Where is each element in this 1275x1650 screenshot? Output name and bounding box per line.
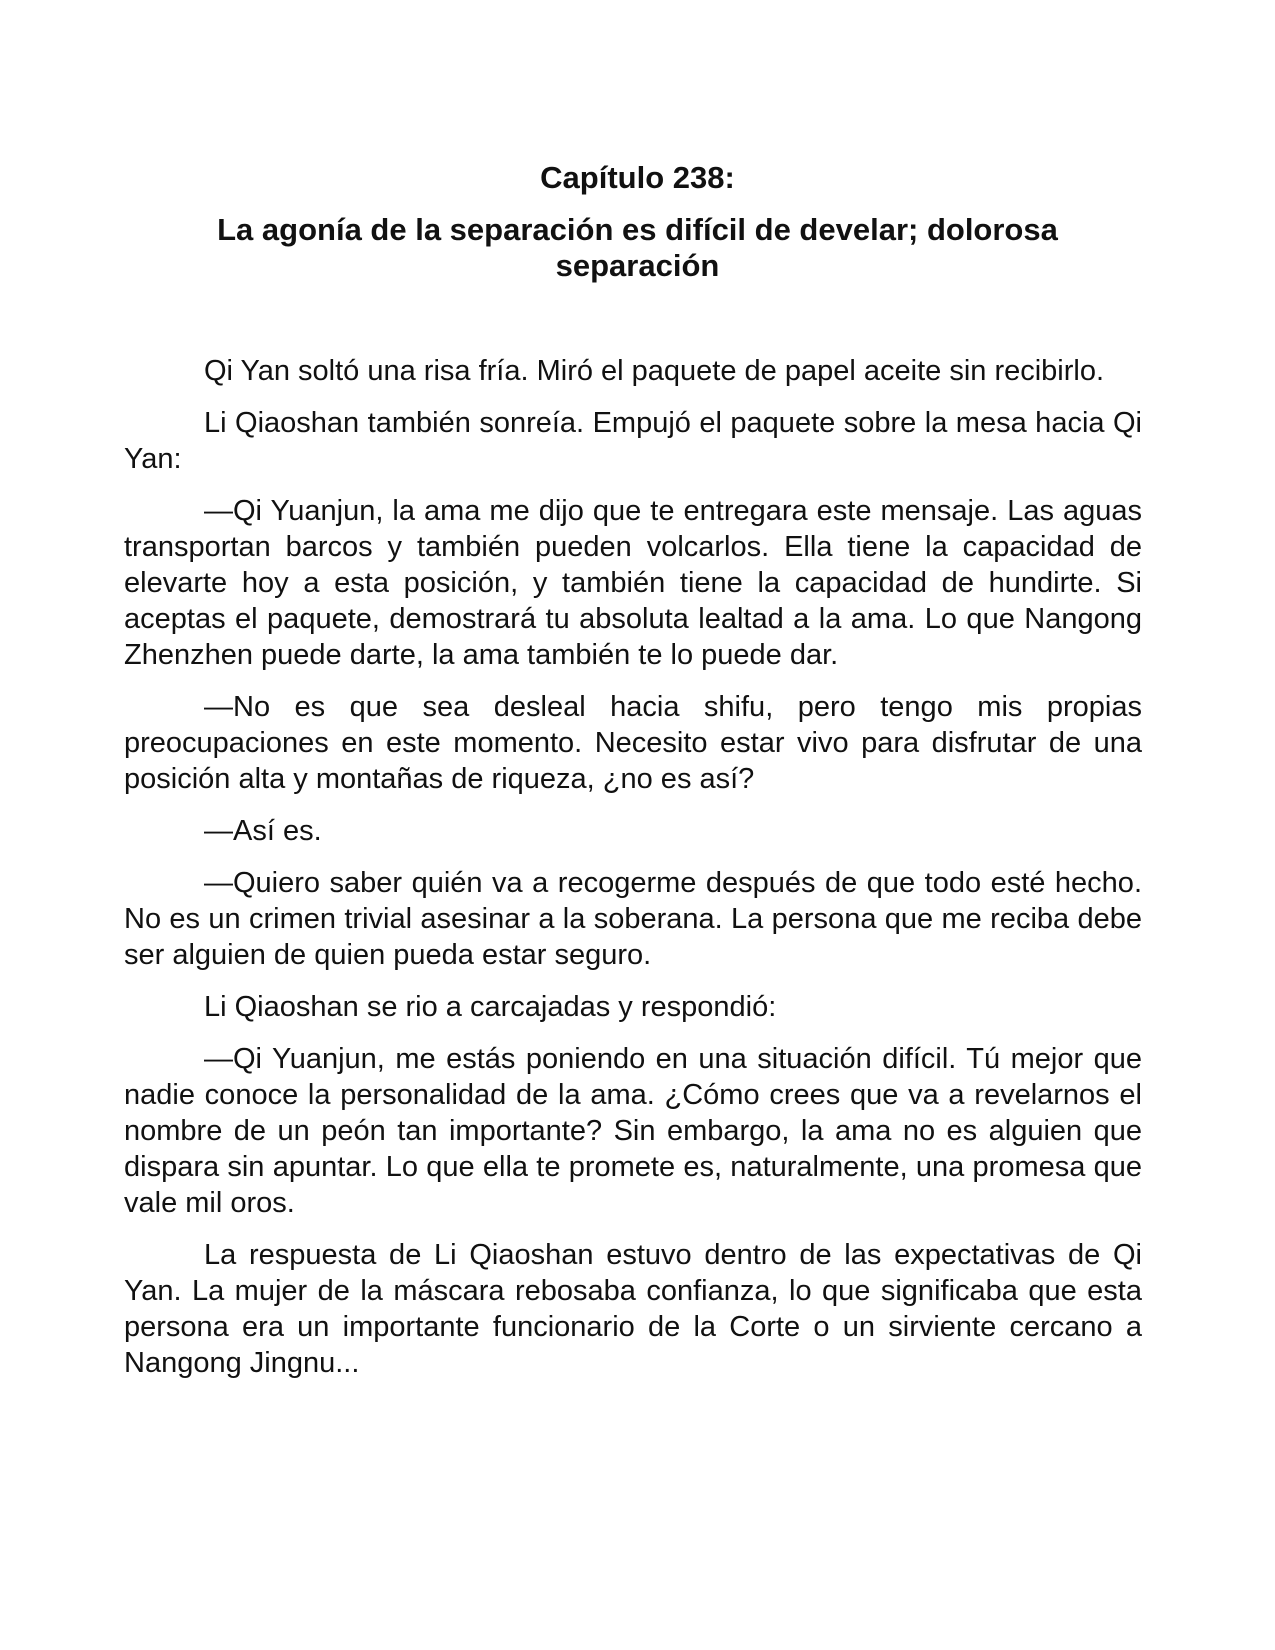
paragraph: —No es que sea desleal hacia shifu, pero tengo mis propias preocupaciones en este momento. Necesito estar vivo para disfrutar de una posición alta y montañas de riqueza, ¿no es así? xyxy=(124,691,1142,795)
paragraph: —Qi Yuanjun, la ama me dijo que te entregara este mensaje. Las aguas transportan barcos y también pueden volcarlos. Ella tiene la capacidad de elevarte hoy a esta posición, y también tiene la capacidad de hundirte. Si aceptas el paquete, demostrará tu absoluta lealtad a la ama. Lo que Nangong Zhenzhen puede darte, la ama también te lo puede dar. xyxy=(124,495,1142,671)
paragraph: Li Qiaoshan también sonreía. Empujó el paquete sobre la mesa hacia Qi Yan: xyxy=(124,407,1142,475)
paragraph: —Qi Yuanjun, me estás poniendo en una situación difícil. Tú mejor que nadie conoce la personalidad de la ama. ¿Cómo crees que va a revelarnos el nombre de un peón tan importante? Sin embargo, la ama no es alguien que dispara sin apuntar. Lo que ella te promete es, naturalmente, una promesa que vale mil oros. xyxy=(124,1043,1142,1219)
paragraph: —Así es. xyxy=(204,815,322,847)
paragraph: La respuesta de Li Qiaoshan estuvo dentro de las expectativas de Qi Yan. La mujer de la máscara rebosaba confianza, lo que significaba que esta persona era un importante funcionario de la Corte o un sirviente cercano a Nangong Jingnu... xyxy=(124,1239,1142,1379)
chapter-number: Capítulo 238: xyxy=(540,160,735,195)
paragraph: Qi Yan soltó una risa fría. Miró el paquete de papel aceite sin recibirlo. xyxy=(204,355,1105,387)
chapter-body xyxy=(124,353,1142,1397)
chapter-title: La agonía de la separación es difícil de develar; dolorosa separación xyxy=(217,212,1058,283)
paragraph: Li Qiaoshan se rio a carcajadas y respondió: xyxy=(204,991,777,1023)
chapter-heading xyxy=(180,160,1095,284)
paragraph: —Quiero saber quién va a recogerme después de que todo esté hecho. No es un crimen trivial asesinar a la soberana. La persona que me reciba debe ser alguien de quien pueda estar seguro. xyxy=(124,867,1142,971)
